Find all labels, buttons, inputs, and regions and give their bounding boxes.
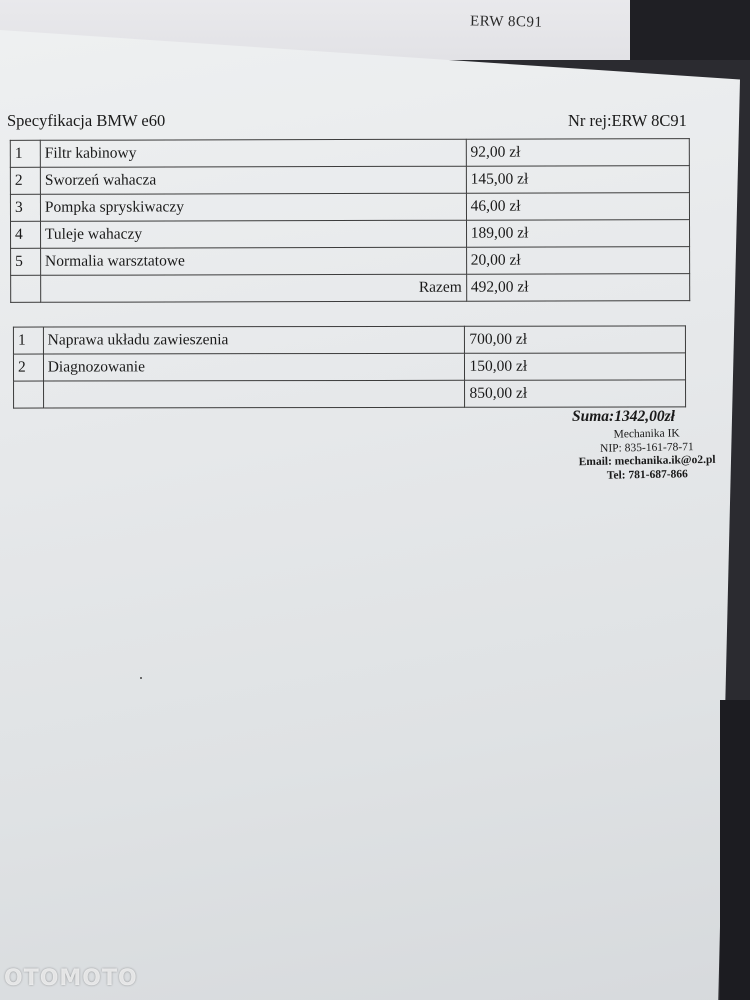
table-row <box>10 166 689 195</box>
item-price: 46,00 zł <box>466 193 689 221</box>
table-row <box>11 220 690 249</box>
services-total: 850,00 zł <box>465 380 686 407</box>
item-price: 20,00 zł <box>466 247 689 275</box>
row-number: 2 <box>13 354 43 381</box>
table-row <box>13 326 685 354</box>
table-row <box>10 139 689 168</box>
empty-cell <box>11 275 41 302</box>
company-stamp <box>574 427 721 484</box>
paper-speck <box>140 677 142 679</box>
grand-total: Suma:1342,00zł <box>572 408 675 425</box>
item-name: Diagnozowanie <box>43 353 465 381</box>
item-name: Naprawa układu zawieszenia <box>43 326 465 354</box>
company-nip: NIP: 835-161-78-71 <box>599 440 694 455</box>
row-number: 3 <box>10 194 40 221</box>
table-row <box>13 353 685 381</box>
table-row <box>10 193 689 222</box>
item-price: 189,00 zł <box>466 220 689 248</box>
item-price: 700,00 zł <box>465 326 686 353</box>
row-number: 1 <box>10 140 40 167</box>
item-name: Tuleje wahaczy <box>40 220 466 248</box>
parts-table <box>10 138 690 303</box>
table-row <box>11 247 690 276</box>
item-name: Pompka spryskiwaczy <box>40 193 466 221</box>
total-label: Razem <box>41 274 467 302</box>
item-price: 92,00 zł <box>466 139 689 167</box>
company-phone: Tel: 781-687-866 <box>606 467 688 482</box>
item-name: Sworzeń wahacza <box>40 166 466 194</box>
item-price: 145,00 zł <box>466 166 689 194</box>
empty-cell <box>14 381 44 408</box>
total-row <box>14 380 686 408</box>
company-name: Mechanika IK <box>613 427 680 441</box>
empty-cell <box>43 380 465 408</box>
total-row <box>11 274 690 303</box>
row-number: 1 <box>13 327 43 354</box>
company-email: Email: mechanika.ik@o2.pl <box>578 453 716 469</box>
document-title: Specyfikacja BMW e60 <box>7 111 166 130</box>
row-number: 4 <box>11 221 41 248</box>
row-number: 2 <box>10 167 40 194</box>
parts-total: 492,00 zł <box>466 274 689 302</box>
row-number: 5 <box>11 248 41 275</box>
registration-number: Nr rej:ERW 8C91 <box>568 111 687 130</box>
item-name: Normalia warsztatowe <box>41 247 467 275</box>
item-price: 150,00 zł <box>465 353 686 380</box>
services-table <box>13 325 686 408</box>
otomoto-watermark: OTOMOTO <box>4 966 138 991</box>
background-sheet-text: ERW 8C91 <box>469 13 543 31</box>
item-name: Filtr kabinowy <box>40 139 466 167</box>
